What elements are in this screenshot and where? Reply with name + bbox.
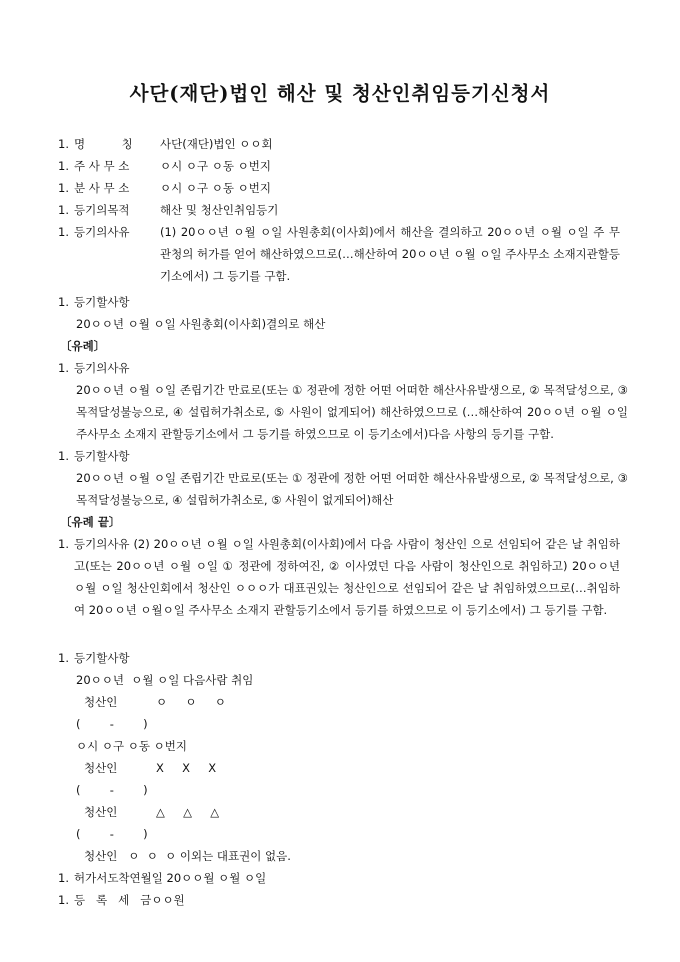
item-number: 1. <box>58 295 69 309</box>
liquidator-2 <box>58 757 628 779</box>
field-text: 등 록 세 금ㅇㅇ원 <box>74 893 185 907</box>
field-value: 사단(재단)법인 ㅇㅇ회 <box>160 137 273 151</box>
example-reason-text: 20ㅇㅇ년 ㅇ월 ㅇ일 존립기간 만료로(또는 ① 정관에 정한 어떤 어떠한 해산사유발생으로, ② 목적달성으로, ③ 목적달성불능으로, ④ 설립허가취소로, ⑤ 사원이 없게되어) 해산하였으므로 (…해산하여 20ㅇㅇ년 ㅇ월 ㅇ일 주사무소 소재지 관할등기소에서 그 등기를 하였으므로 이 등기소에서)다음 사항의 등기를 구함. <box>76 383 628 441</box>
liquidator-label: 청산인 <box>84 761 118 775</box>
field-label: 등기의목적 <box>74 203 130 217</box>
item-number: 1. <box>58 203 69 217</box>
representative-note: 청산인 ㅇ ㅇ ㅇ 이외는 대표권이 없음. <box>84 849 291 863</box>
field-main-office <box>58 155 628 177</box>
field-name <box>58 133 628 155</box>
item-number: 1. <box>58 181 69 195</box>
example-registration-heading <box>58 445 628 467</box>
item-number: 1. <box>58 361 69 375</box>
item-number: 1. <box>58 651 69 665</box>
liquidator-name: △ △ △ <box>156 805 220 819</box>
heading-text: 등기할사항 <box>74 651 130 665</box>
heading-text: 등기의사유 <box>74 361 130 375</box>
example-end-label: 〔유례 끝〕 <box>60 515 121 529</box>
item-number: 1. <box>58 159 69 173</box>
registration-items-2-heading <box>58 647 628 669</box>
field-text: 허가서도착연월일 20ㅇㅇ월 ㅇ월 ㅇ일 <box>74 871 267 885</box>
field-purpose <box>58 199 628 221</box>
field-label: 등기의사유 <box>74 225 130 239</box>
liquidator-name: ㅇ ㅇ ㅇ <box>156 695 226 709</box>
example-reason-heading <box>58 357 628 379</box>
reason-1-text: (1) 20ㅇㅇ년 ㅇ월 ㅇ일 사원총회(이사회)에서 해산을 결의하고 20ㅇㅇ년 ㅇ월 ㅇ일 주 무관청의 허가를 얻어 해산하였으므로(…해산하여 20ㅇㅇ년 ㅇ월 ㅇ일 주사무소 소재지관할등기소에서) 그 등기를 구함. <box>160 225 620 283</box>
field-branch-office <box>58 177 628 199</box>
liquidator-2-id: ( - ) <box>76 783 148 797</box>
field-label: 주 사 무 소 <box>74 159 130 173</box>
field-label: 분 사 무 소 <box>74 181 130 195</box>
example-registration-text: 20ㅇㅇ년 ㅇ월 ㅇ일 존립기간 만료로(또는 ① 정관에 정한 어떤 어떠한 해산사유발생으로, ② 목적달성으로, ③ 목적달성불능으로, ④ 설립허가취소로, ⑤ 사원이 없게되어)해산 <box>76 471 628 507</box>
field-value: ㅇ시 ㅇ구 ㅇ동 ㅇ번지 <box>160 159 271 173</box>
registration-items-heading <box>58 291 628 313</box>
field-reason-2 <box>58 533 628 621</box>
item-number: 1. <box>58 225 69 239</box>
example-start-label: 〔유례〕 <box>60 339 106 353</box>
field-value: ㅇ시 ㅇ구 ㅇ동 ㅇ번지 <box>160 181 271 195</box>
field-label: 명 칭 <box>74 137 133 151</box>
heading-text: 등기할사항 <box>74 295 130 309</box>
document-body <box>58 133 628 911</box>
reason-2-text: 등기의사유 (2) 20ㅇㅇ년 ㅇ월 ㅇ일 사원총회(이사회)에서 다음 사람이 청산인 으로 선임되어 같은 날 취임하고(또는 20ㅇㅇ년 ㅇ월 ㅇ일 ① 정관에 정하여진, ② 이사였던 다음 사람이 청산인으로 취임하고) 20ㅇㅇ년 ㅇ월 ㅇ일 청산인회에서 청산인 ㅇㅇㅇ가 대표권있는 청산인으로 선임되어 같은 날 취임하였으므로(…취임하여 20ㅇㅇ년 ㅇ월ㅇ일 주사무소 소재지 관할등기소에서 등기를 하였으므로 이 등기소에서) 그 등기를 구함. <box>74 537 620 617</box>
heading-text: 등기할사항 <box>74 449 130 463</box>
item-number: 1. <box>58 537 69 551</box>
liquidator-3-id: ( - ) <box>76 827 148 841</box>
field-value: 해산 및 청산인취임등기 <box>160 203 279 217</box>
field-reason-1 <box>58 221 628 287</box>
liquidator-1-address: ㅇ시 ㅇ구 ㅇ동 ㅇ번지 <box>76 739 187 753</box>
liquidator-3 <box>58 801 628 823</box>
registration-date-line: 20ㅇㅇ년 ㅇ월 ㅇ일 다음사람 취임 <box>76 673 254 687</box>
item-number: 1. <box>58 137 69 151</box>
liquidator-name: X X X <box>156 761 217 775</box>
item-number: 1. <box>58 871 69 885</box>
field-registration-tax <box>58 889 628 911</box>
liquidator-label: 청산인 <box>84 695 118 709</box>
liquidator-label: 청산인 <box>84 805 118 819</box>
document-title: 사단(재단)법인 해산 및 청산인취임등기신청서 <box>129 82 551 105</box>
item-number: 1. <box>58 449 69 463</box>
registration-items-text: 20ㅇㅇ년 ㅇ월 ㅇ일 사원총회(이사회)결의로 해산 <box>76 317 326 331</box>
liquidator-1 <box>58 691 628 713</box>
field-permit-arrival-date <box>58 867 628 889</box>
item-number: 1. <box>58 893 69 907</box>
liquidator-1-id: ( - ) <box>76 717 148 731</box>
